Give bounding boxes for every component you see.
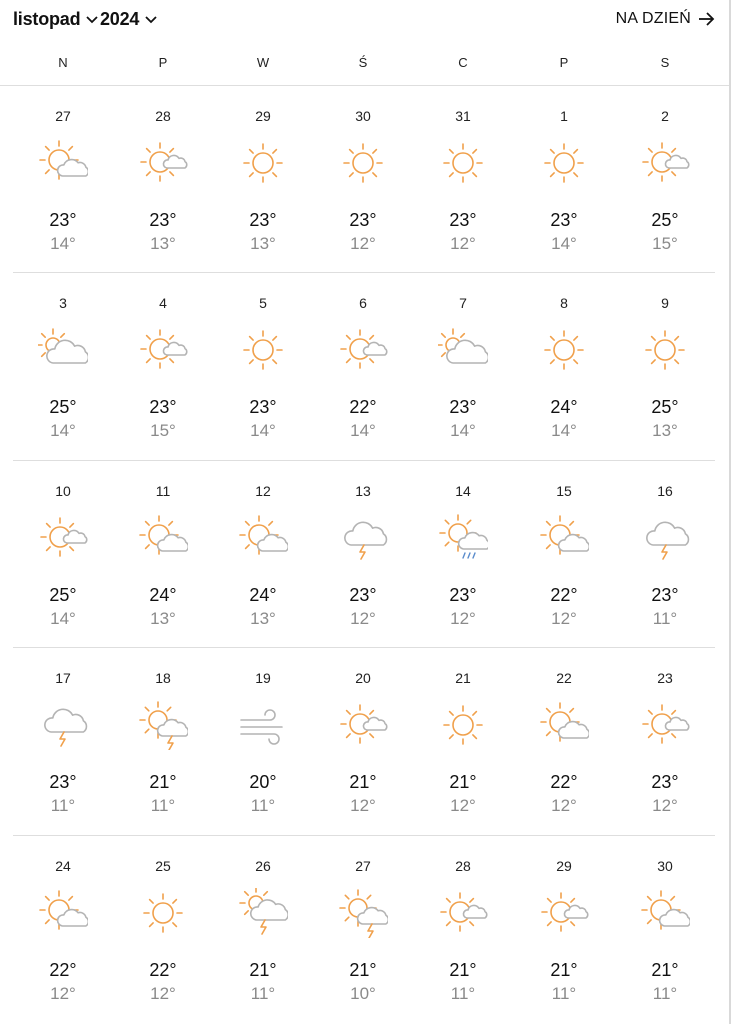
temp-max: 23°	[449, 210, 477, 230]
temp-max: 23°	[149, 210, 177, 230]
temp-min: 12°	[450, 609, 476, 628]
sunny-icon	[238, 325, 288, 375]
sunny-icon	[539, 325, 589, 375]
chevron-down-icon	[86, 16, 98, 24]
day-number: 15	[556, 483, 572, 499]
day-number: 27	[55, 108, 71, 124]
partly-cloudy-icon	[640, 888, 690, 938]
sunny-icon	[138, 888, 188, 938]
day-number: 24	[55, 858, 71, 874]
temp-min: 14°	[50, 234, 76, 253]
day-number: 30	[355, 108, 371, 124]
temp-max: 22°	[49, 960, 77, 980]
sun-small-cloud-icon	[539, 888, 589, 938]
temp-max: 22°	[550, 772, 578, 792]
partly-cloudy-icon	[539, 700, 589, 750]
chevron-down-icon	[145, 16, 157, 24]
temp-max: 22°	[149, 960, 177, 980]
day-number: 1	[560, 108, 568, 124]
temp-max: 24°	[550, 397, 578, 417]
day-number: 7	[459, 295, 467, 311]
temp-max: 23°	[651, 772, 679, 792]
cloudy-sun-icon	[438, 325, 488, 375]
temp-max: 21°	[449, 772, 477, 792]
temp-max: 22°	[349, 397, 377, 417]
sun-small-cloud-icon	[138, 138, 188, 188]
day-cell[interactable]	[615, 648, 715, 835]
day-number: 31	[455, 108, 471, 124]
temp-max: 23°	[149, 397, 177, 417]
temp-min: 14°	[551, 234, 577, 253]
sun-small-cloud-icon	[38, 513, 88, 563]
temp-min: 11°	[150, 796, 176, 815]
day-cell[interactable]	[413, 836, 513, 1023]
day-cell[interactable]	[213, 273, 313, 460]
day-cell[interactable]	[313, 836, 413, 1023]
day-cell[interactable]	[13, 648, 113, 835]
wind-icon	[238, 700, 288, 750]
weekday-label: S	[660, 55, 670, 70]
temp-max: 23°	[49, 210, 77, 230]
thunder-icon	[640, 513, 690, 563]
day-cell[interactable]	[615, 836, 715, 1023]
sun-small-cloud-icon	[640, 138, 690, 188]
temp-max: 23°	[349, 210, 377, 230]
temp-min: 12°	[551, 796, 577, 815]
day-number: 21	[455, 670, 471, 686]
partly-cloudy-icon	[238, 513, 288, 563]
day-number: 2	[661, 108, 669, 124]
weekday-label: P	[158, 55, 168, 70]
temp-min: 12°	[350, 609, 376, 628]
sunny-icon	[338, 138, 388, 188]
day-number: 30	[657, 858, 673, 874]
temp-max: 21°	[550, 960, 578, 980]
temp-min: 11°	[250, 984, 276, 1003]
day-cell[interactable]	[313, 273, 413, 460]
weekday-label: P	[559, 55, 569, 70]
day-cell[interactable]	[113, 273, 213, 460]
day-cell[interactable]	[413, 461, 513, 648]
day-cell[interactable]	[514, 273, 614, 460]
day-number: 17	[55, 670, 71, 686]
temp-min: 13°	[150, 609, 176, 628]
day-number: 12	[255, 483, 271, 499]
temp-max: 24°	[249, 585, 277, 605]
temp-max: 24°	[149, 585, 177, 605]
day-number: 25	[155, 858, 171, 874]
temp-max: 23°	[349, 585, 377, 605]
day-cell[interactable]	[13, 273, 113, 460]
temp-max: 23°	[249, 397, 277, 417]
day-cell[interactable]	[514, 86, 614, 273]
day-cell[interactable]	[213, 648, 313, 835]
day-number: 27	[355, 858, 371, 874]
temp-min: 14°	[551, 421, 577, 440]
day-cell[interactable]	[13, 836, 113, 1023]
weekday-label: Ś	[358, 55, 368, 70]
temp-max: 25°	[49, 585, 77, 605]
temp-min: 14°	[450, 421, 476, 440]
day-number: 10	[55, 483, 71, 499]
day-number: 18	[155, 670, 171, 686]
temp-max: 21°	[249, 960, 277, 980]
day-cell[interactable]	[213, 461, 313, 648]
sunny-icon	[238, 138, 288, 188]
day-cell[interactable]	[213, 836, 313, 1023]
partly-cloudy-icon	[539, 513, 589, 563]
temp-min: 12°	[350, 796, 376, 815]
temp-max: 23°	[449, 397, 477, 417]
partly-cloudy-icon	[38, 888, 88, 938]
per-day-label: NA DZIEŃ	[615, 10, 691, 27]
day-number: 14	[455, 483, 471, 499]
day-cell[interactable]	[514, 836, 614, 1023]
temp-min: 14°	[350, 421, 376, 440]
temp-min: 10°	[350, 984, 376, 1003]
temp-min: 12°	[50, 984, 76, 1003]
day-number: 20	[355, 670, 371, 686]
day-number: 13	[355, 483, 371, 499]
day-cell[interactable]	[514, 648, 614, 835]
temp-min: 13°	[150, 234, 176, 253]
temp-min: 12°	[652, 796, 678, 815]
week-row	[13, 461, 715, 648]
day-number: 28	[155, 108, 171, 124]
temp-max: 25°	[49, 397, 77, 417]
temp-max: 23°	[651, 585, 679, 605]
day-cell[interactable]	[413, 86, 513, 273]
temp-min: 13°	[250, 609, 276, 628]
cloud-thunder-sun-icon	[238, 888, 288, 938]
day-number: 19	[255, 670, 271, 686]
temp-max: 23°	[49, 772, 77, 792]
day-number: 4	[159, 295, 167, 311]
day-cell[interactable]	[514, 461, 614, 648]
calendar-toolbar	[0, 0, 731, 42]
temp-max: 21°	[149, 772, 177, 792]
temp-min: 13°	[250, 234, 276, 253]
temp-max: 21°	[651, 960, 679, 980]
weekday-label: N	[58, 55, 68, 70]
day-number: 11	[155, 483, 171, 499]
day-cell[interactable]	[113, 86, 213, 273]
temp-min: 14°	[50, 421, 76, 440]
temp-min: 11°	[652, 609, 678, 628]
thunder-icon	[338, 513, 388, 563]
day-number: 8	[560, 295, 568, 311]
day-cell[interactable]	[13, 86, 113, 273]
temp-max: 22°	[550, 585, 578, 605]
temp-max: 23°	[550, 210, 578, 230]
day-cell[interactable]	[313, 461, 413, 648]
sun-thunder-icon	[138, 700, 188, 750]
sun-rain-icon	[438, 513, 488, 563]
temp-min: 11°	[450, 984, 476, 1003]
day-cell[interactable]	[113, 648, 213, 835]
temp-min: 11°	[551, 984, 577, 1003]
day-number: 23	[657, 670, 673, 686]
temp-max: 23°	[249, 210, 277, 230]
year-select[interactable]	[100, 9, 157, 30]
temp-min: 11°	[652, 984, 678, 1003]
sun-small-cloud-icon	[438, 888, 488, 938]
temp-min: 14°	[50, 609, 76, 628]
week-row	[13, 836, 715, 1023]
temp-min: 13°	[652, 421, 678, 440]
partly-cloudy-icon	[138, 513, 188, 563]
temp-min: 12°	[450, 796, 476, 815]
sunny-icon	[640, 325, 690, 375]
temp-min: 12°	[450, 234, 476, 253]
temp-max: 20°	[249, 772, 277, 792]
day-cell[interactable]	[113, 836, 213, 1023]
temp-min: 11°	[250, 796, 276, 815]
day-number: 22	[556, 670, 572, 686]
day-number: 28	[455, 858, 471, 874]
day-number: 16	[657, 483, 673, 499]
day-cell[interactable]	[413, 648, 513, 835]
sun-small-cloud-icon	[138, 325, 188, 375]
temp-max: 23°	[449, 585, 477, 605]
sunny-icon	[539, 138, 589, 188]
day-cell[interactable]	[313, 648, 413, 835]
weekday-label: C	[458, 55, 468, 70]
temp-max: 21°	[349, 960, 377, 980]
sun-small-cloud-icon	[338, 700, 388, 750]
temp-min: 12°	[551, 609, 577, 628]
temp-max: 21°	[349, 772, 377, 792]
temp-min: 12°	[150, 984, 176, 1003]
day-number: 5	[259, 295, 267, 311]
thunder-icon	[38, 700, 88, 750]
day-cell[interactable]	[413, 273, 513, 460]
day-cell[interactable]	[615, 461, 715, 648]
temp-min: 15°	[652, 234, 678, 253]
cloudy-sun-icon	[38, 325, 88, 375]
temp-max: 21°	[449, 960, 477, 980]
day-number: 29	[255, 108, 271, 124]
temp-max: 25°	[651, 210, 679, 230]
temp-max: 25°	[651, 397, 679, 417]
day-number: 29	[556, 858, 572, 874]
sunny-icon	[438, 138, 488, 188]
per-day-view-link[interactable]	[616, 10, 715, 28]
day-cell[interactable]	[213, 86, 313, 273]
week-row	[13, 86, 715, 273]
day-number: 9	[661, 295, 669, 311]
weekday-header	[13, 55, 715, 75]
day-number: 26	[255, 858, 271, 874]
day-cell[interactable]	[113, 461, 213, 648]
sun-small-cloud-icon	[640, 700, 690, 750]
sun-small-cloud-icon	[338, 325, 388, 375]
day-cell[interactable]	[615, 273, 715, 460]
day-cell[interactable]	[313, 86, 413, 273]
day-cell[interactable]	[615, 86, 715, 273]
temp-min: 11°	[50, 796, 76, 815]
day-number: 6	[359, 295, 367, 311]
sunny-icon	[438, 700, 488, 750]
week-row	[13, 273, 715, 460]
weekday-label: W	[256, 55, 270, 70]
day-cell[interactable]	[13, 461, 113, 648]
week-row	[13, 648, 715, 835]
arrow-right-icon	[698, 12, 715, 26]
year-label: 2024	[100, 9, 140, 29]
temp-min: 15°	[150, 421, 176, 440]
temp-min: 12°	[350, 234, 376, 253]
sun-thunder-icon	[338, 888, 388, 938]
month-select[interactable]	[13, 9, 98, 30]
day-number: 3	[59, 295, 67, 311]
temp-min: 14°	[250, 421, 276, 440]
partly-cloudy-icon	[38, 138, 88, 188]
month-label: listopad	[13, 9, 81, 29]
